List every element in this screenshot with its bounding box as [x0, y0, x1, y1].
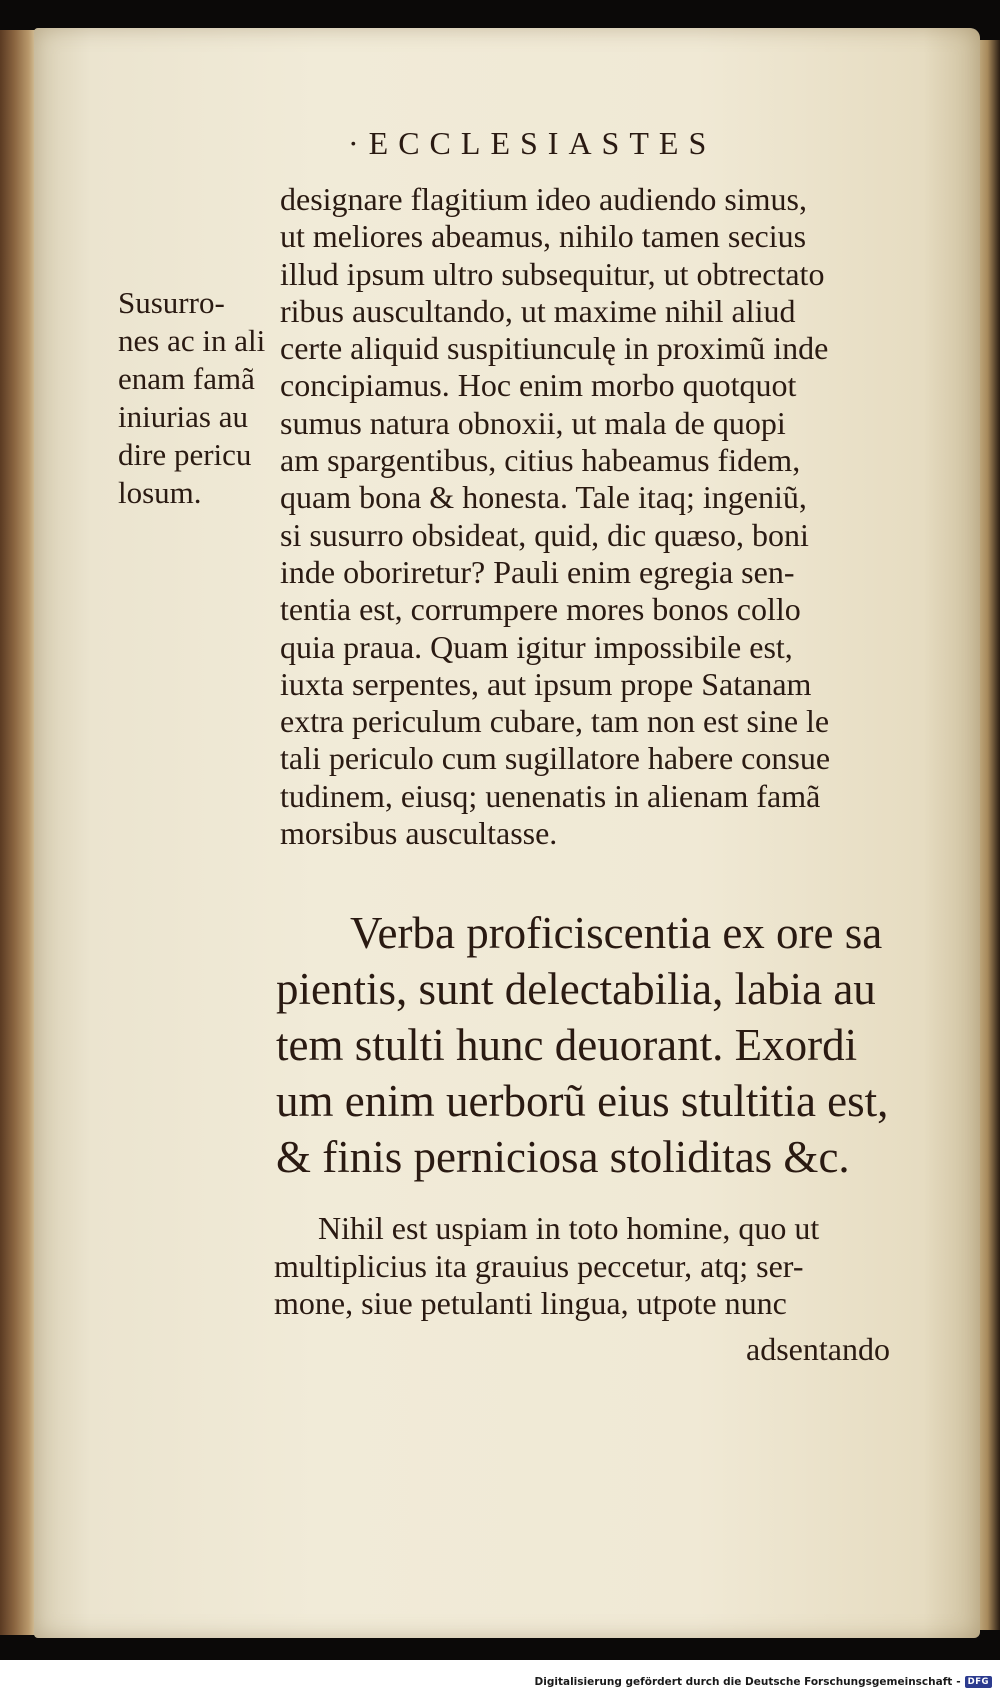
- text-line: ribus auscultando, ut maxime nihil aliud: [280, 292, 796, 329]
- marginal-note-line: enam famã: [118, 361, 255, 396]
- exposition-paragraph: [274, 1210, 964, 1323]
- text-line: tudinem, eiusq; uenenatis in alienam famã: [280, 777, 821, 814]
- marginal-note-line: dire pericu: [118, 437, 252, 472]
- running-head: ·ECCLESIASTES: [348, 125, 717, 161]
- verse-line: um enim uerborũ eius stultitia est,: [276, 1076, 889, 1126]
- text-line: extra periculum cubare, tam non est sine le: [280, 703, 830, 740]
- commentary-paragraph: [280, 181, 960, 852]
- credit-separator: -: [956, 1676, 961, 1688]
- text-line: illud ipsum ultro subsequitur, ut obtrectato: [280, 255, 825, 292]
- credit-text: Digitalisierung gefördert durch die Deutsche Forschungsgemeinschaft: [534, 1676, 953, 1688]
- text-line: am spargentibus, citius habeamus fidem,: [280, 442, 801, 479]
- text-line: si susurro obsideat, quid, dic quæso, boni: [280, 516, 809, 553]
- scripture-verse: [276, 905, 966, 1185]
- text-line: Nihil est uspiam in toto homine, quo ut: [318, 1210, 820, 1246]
- text-line: mone, siue petulanti lingua, utpote nunc: [274, 1285, 787, 1321]
- text-line: ut meliores abeamus, nihilo tamen secius: [280, 218, 807, 255]
- text-line: certe aliquid suspitiunculę in proximũ inde: [280, 330, 829, 367]
- text-line: tentia est, corrumpere mores bonos collo: [280, 591, 801, 628]
- text-line: concipiamus. Hoc enim morbo quotquot: [280, 367, 797, 404]
- marginal-note: [118, 284, 278, 512]
- book-spine: [0, 30, 36, 1635]
- marginal-note-line: losum.: [118, 475, 202, 510]
- marginal-note-line: nes ac in ali: [118, 323, 266, 358]
- marginal-note-line: Susurro-: [118, 285, 225, 320]
- verse-line: Verba proficiscentia ex ore sa: [350, 908, 883, 958]
- digitization-credit: [535, 1676, 992, 1688]
- text-line: multiplicius ita grauius peccetur, atq; ser-: [274, 1247, 804, 1284]
- catchword: adsentando: [746, 1331, 890, 1367]
- dfg-logo-icon: DFG: [965, 1676, 992, 1688]
- text-line: sumus natura obnoxii, ut mala de quopi: [280, 404, 786, 441]
- verse-line: tem stulti hunc deuorant. Exordi: [276, 1020, 858, 1070]
- verse-line: & finis perniciosa stoliditas &c.: [276, 1132, 850, 1182]
- text-line: quia praua. Quam igitur impossibile est,: [280, 628, 793, 665]
- text-line: quam bona & honesta. Tale itaq; ingeniũ,: [280, 479, 807, 516]
- verse-line: pientis, sunt delectabilia, labia au: [276, 964, 876, 1014]
- text-line: inde oboriretur? Pauli enim egregia sen-: [280, 553, 795, 590]
- text-line: designare flagitium ideo audiendo simus,: [280, 181, 807, 217]
- text-line: tali periculo cum sugillatore habere consue: [280, 740, 831, 777]
- text-line: morsibus auscultasse.: [280, 815, 558, 852]
- text-line: iuxta serpentes, aut ipsum prope Satanam: [280, 665, 812, 702]
- marginal-note-line: iniurias au: [118, 399, 248, 434]
